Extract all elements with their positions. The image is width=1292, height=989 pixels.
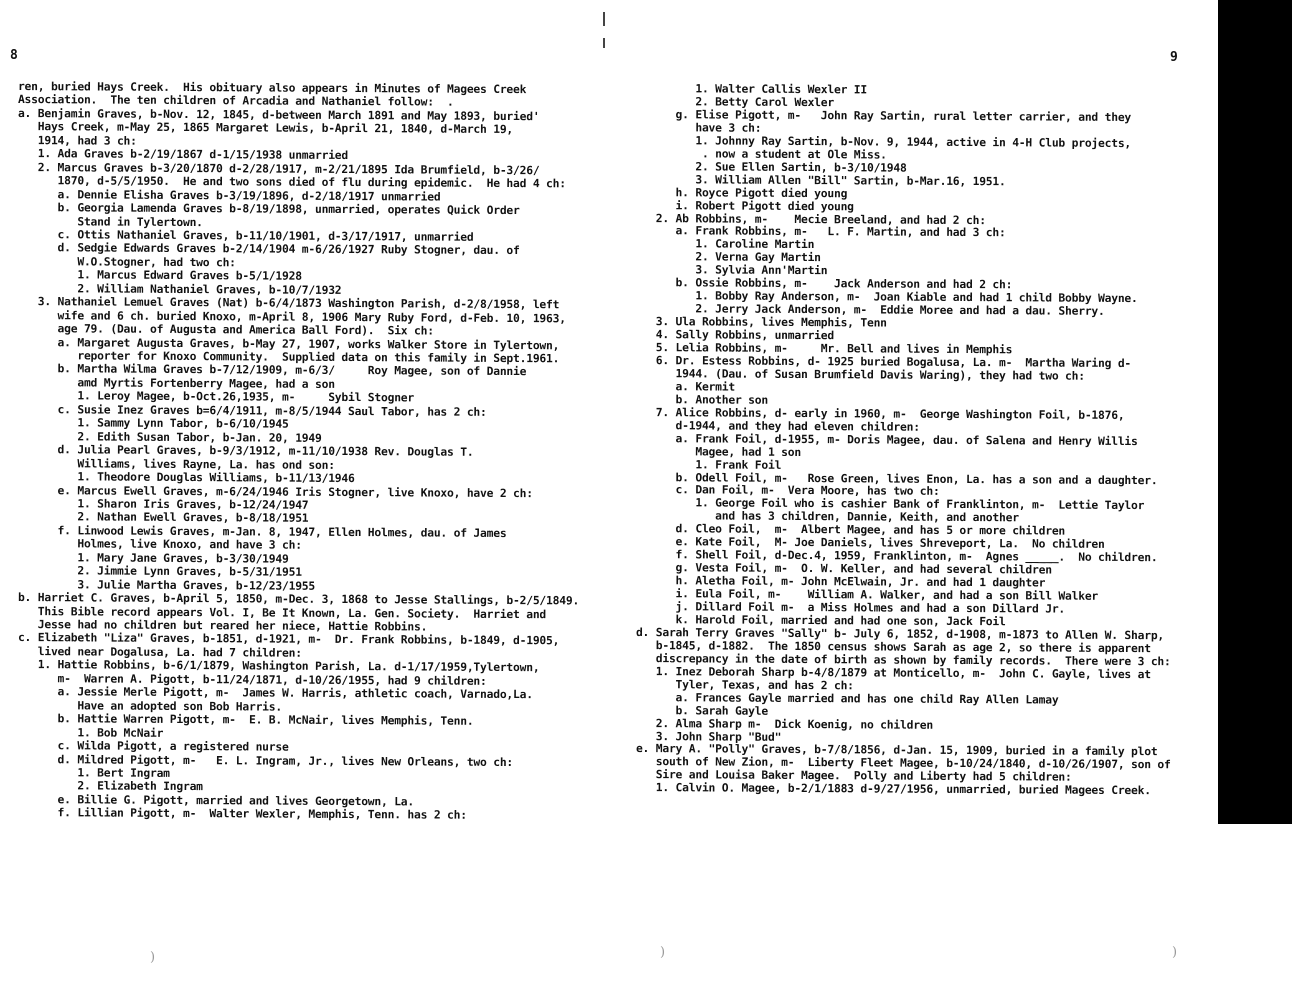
text-line: m- Warren A. Pigott, b-11/24/1871, d-10/26/1955, had 9 children: — [17, 671, 487, 688]
text-line: c. Susie Inez Graves b=6/4/1911, m-8/5/1944 Saul Tabor, has 2 ch: — [17, 402, 487, 419]
text-line: 4. Sally Robbins, unmarried — [635, 328, 835, 343]
text-line: 3. William Allen "Bill" Sartin, b-Mar.16, 1951. — [635, 172, 1006, 188]
text-line: Tyler, Texas, and has 2 ch: — [635, 677, 854, 693]
text-line: 7. Alice Robbins, d- early in 1960, m- George Washington Foil, b-1876, — [635, 405, 1125, 422]
text-line: 3. John Sharp "Bud" — [635, 729, 782, 744]
text-line: 1. Theodore Douglas Williams, b-11/13/1946 — [17, 470, 355, 486]
scan-edge-shadow — [1218, 0, 1292, 824]
text-line: 2. Elizabeth Ingram — [17, 779, 203, 794]
text-line: 1. Inez Deborah Sharp b-4/8/1879 at Monticello, m- John C. Gayle, lives at — [635, 664, 1151, 681]
right-page-number: 9 — [1170, 50, 1178, 65]
text-line: d. Julia Pearl Graves, b-9/3/1912, m-11/10/1938 Rev. Douglas T. — [17, 443, 474, 459]
text-line: 3. Nathaniel Lemuel Graves (Nat) b-6/4/1873 Washington Parish, d-2/8/1958, left — [17, 295, 560, 312]
text-line: b. Harriet C. Graves, b-April 5, 1850, m-Dec. 3, 1868 to Jesse Stallings, b-2/5/1849. — [17, 591, 580, 608]
text-line: 2. Betty Carol Wexler — [635, 94, 835, 110]
text-line: 1. Leroy Magee, b-Oct.26,1935, m- Sybil Stogner — [17, 389, 415, 405]
text-line: lived near Dogalusa, La. had 7 children: — [17, 644, 302, 660]
text-line: b. Sarah Gayle — [635, 703, 769, 718]
text-line: 3. Julie Martha Graves, b-12/23/1955 — [17, 577, 316, 593]
text-line: b. Odell Foil, m- Rose Green, lives Enon, La. has a son and a daughter. — [635, 470, 1158, 487]
left-page-number: 8 — [10, 48, 18, 63]
text-line: 1. Walter Callis Wexler II — [635, 82, 868, 97]
text-line: Magee, had 1 son — [635, 444, 802, 459]
text-line: b. Georgia Lamenda Graves b-8/19/1898, unmarried, operates Quick Order — [17, 201, 520, 218]
text-line: 2. William Nathaniel Graves, b-10/7/1932 — [17, 281, 342, 297]
text-line: e. Billie G. Pigott, married and lives Georgetown, La. — [17, 792, 415, 809]
text-line: 1. Hattie Robbins, b-6/1/1879, Washington Parish, La. d-1/17/1959,Tylertown, — [17, 658, 540, 675]
text-line: f. Lillian Pigott, m- Walter Wexler, Memphis, Tenn. has 2 ch: — [17, 806, 467, 823]
text-line: h. Royce Pigott died young — [635, 185, 848, 200]
text-line: a. Margaret Augusta Graves, b-May 27, 1907, works Walker Store in Tylertown, — [17, 335, 560, 352]
text-line: Association. The ten children of Arcadia and Nathaniel follow: . — [17, 93, 454, 110]
text-line: Sire and Louisa Baker Magee. Polly and Liberty had 5 children: — [635, 768, 1072, 785]
text-line: 2. Ab Robbins, m- Mecie Breeland, and had 2 ch: — [635, 211, 986, 227]
text-line: south of New Zion, m- Liberty Fleet Magee, b-10/24/1840, d-10/26/1907, son of — [635, 755, 1171, 772]
text-line: 2. Jimmie Lynn Graves, b-5/31/1951 — [17, 564, 302, 579]
text-line: ren, buried Hays Creek. His obituary also appears in Minutes of Magees Creek — [17, 80, 527, 97]
text-line: j. Dillard Foil m- a Miss Holmes and had a son Dillard Jr. — [635, 600, 1066, 616]
text-line: 1. Bob McNair — [17, 725, 164, 740]
text-line: g. Vesta Foil, m- O. W. Keller, and had several children — [635, 561, 1052, 577]
text-line: a. Kermit — [635, 379, 736, 394]
text-line: d-1944, and they had eleven children: — [635, 418, 920, 434]
text-line: reporter for Knoxo Community. Supplied data on this family in Sept.1961. — [17, 349, 560, 366]
text-line: e. Mary A. "Polly" Graves, b-7/8/1856, d-Jan. 15, 1909, buried in a family plot — [635, 742, 1158, 759]
text-line: 2. Edith Susan Tabor, b-Jan. 20, 1949 — [17, 429, 322, 445]
text-line: h. Aletha Foil, m- John McElwain, Jr. and had 1 daughter — [635, 574, 1046, 590]
text-line: amd Myrtis Fortenberry Magee, had a son — [17, 375, 335, 391]
text-line: Jesse had no children but reared her niece, Hattie Robbins. — [17, 618, 428, 634]
text-line: f. Linwood Lewis Graves, m-Jan. 8, 1947, Ellen Holmes, dau. of James — [17, 523, 507, 540]
text-line: 1. Ada Graves b-2/19/1867 d-1/15/1938 unmarried — [17, 147, 349, 163]
gutter-mark — [603, 38, 605, 48]
text-line: have 3 ch: — [635, 120, 762, 135]
text-line: 1. Johnny Ray Sartin, b-Nov. 9, 1944, active in 4-H Club projects, — [635, 133, 1132, 150]
text-line: c. Wilda Pigott, a registered nurse — [17, 739, 289, 754]
text-line: age 79. (Dau. of Augusta and America Ball Ford). Six ch: — [17, 322, 434, 338]
text-line: discrepancy in the date of birth as shown by family records. There were 3 ch: — [635, 651, 1171, 669]
text-line: c. Dan Foil, m- Vera Moore, has two ch: — [635, 483, 940, 499]
text-line: d. Sarah Terry Graves "Sally" b- July 6, 1852, d-1908, m-1873 to Allen W. Sharp, — [635, 625, 1165, 643]
text-line: W.O.Stogner, had two ch: — [17, 254, 236, 270]
text-line: d. Sedgie Edwards Graves b-2/14/1904 m-6/26/1927 Ruby Stogner, dau. of — [17, 241, 520, 258]
text-line: 1. Sammy Lynn Tabor, b-6/10/1945 — [17, 416, 289, 431]
text-line: This Bible record appears Vol. I, Be It Known, La. Gen. Society. Harriet and — [17, 604, 547, 621]
text-line: a. Frances Gayle married and has one child Ray Allen Lamay — [635, 690, 1059, 707]
text-line: e. Marcus Ewell Graves, m-6/24/1946 Iris Stogner, live Knoxo, have 2 ch: — [17, 483, 533, 500]
text-line: 2. Marcus Graves b-3/20/1870 d-2/28/1917, m-2/21/1895 Ida Brumfield, b-3/26/ — [17, 160, 540, 177]
text-line: 1. Calvin O. Magee, b-2/1/1883 d-9/27/1956, unmarried, buried Magees Creek. — [635, 781, 1151, 798]
text-line: 3. Ula Robbins, lives Memphis, Tenn — [635, 315, 887, 330]
text-line: Holmes, live Knoxo, and have 3 ch: — [17, 537, 302, 553]
text-line: 1. Marcus Edward Graves b-5/1/1928 — [17, 268, 302, 284]
page-curl-mark: ) — [150, 950, 156, 965]
text-line: 1. George Foil who is cashier Bank of Franklinton, m- Lettie Taylor — [635, 496, 1145, 513]
text-line: Have an adopted son Bob Harris. — [17, 698, 283, 714]
page-curl-mark: ) — [1172, 945, 1178, 960]
text-line: 1. Bobby Ray Anderson, m- Joan Kiable and had 1 child Bobby Wayne. — [635, 289, 1138, 306]
text-line: 2. Nathan Ewell Graves, b-8/18/1951 — [17, 510, 309, 526]
text-line: 1. Sharon Iris Graves, b-12/24/1947 — [17, 496, 309, 512]
text-line: 2. Verna Gay Martin — [635, 250, 821, 265]
text-line: 3. Sylvia Ann'Martin — [635, 263, 828, 278]
text-line: 5. Lelia Robbins, m- Mr. Bell and lives in Memphis — [635, 341, 1013, 357]
text-line: e. Kate Foil, M- Joe Daniels, lives Shreveport, La. No children — [635, 535, 1105, 552]
text-line: Stand in Tylertown. — [17, 214, 203, 229]
text-line: 1870, d-5/5/1950. He and two sons died of flu during epidemic. He had 4 ch: — [17, 174, 566, 191]
text-line: 1. Mary Jane Graves, b-3/30/1949 — [17, 550, 289, 566]
text-line: b. Another son — [635, 392, 769, 407]
text-line: 1. Frank Foil — [635, 457, 782, 472]
text-line: 1. Caroline Martin — [635, 237, 815, 252]
text-line: a. Frank Robbins, m- L. F. Martin, and had 3 ch: — [635, 224, 1006, 240]
text-line: 2. Sue Ellen Sartin, b-3/10/1948 — [635, 159, 907, 175]
text-line: 6. Dr. Estess Robbins, d- 1925 buried Bogalusa, La. m- Martha Waring d- — [635, 353, 1132, 370]
text-line: a. Frank Foil, d-1955, m- Doris Magee, dau. of Salena and Henry Willis — [635, 431, 1138, 448]
text-line: . now a student at Ole Miss. — [635, 146, 887, 162]
text-line: Hays Creek, m-May 25, 1865 Margaret Lewis, b-April 21, 1840, d-March 19, — [17, 120, 514, 137]
text-line: b. Hattie Warren Pigott, m- E. B. McNair, lives Memphis, Tenn. — [17, 712, 474, 728]
text-line: b-1845, d-1882. The 1850 census shows Sarah as age 2, so there is apparent — [635, 638, 1151, 655]
text-line: c. Elizabeth "Liza" Graves, b-1851, d-1921, m- Dr. Frank Robbins, b-1849, d-1905, — [17, 631, 560, 648]
text-line: a. Jessie Merle Pigott, m- James W. Harris, athletic coach, Varnado,La. — [17, 685, 533, 702]
text-line: 2. Alma Sharp m- Dick Koenig, no children — [635, 716, 934, 732]
text-line: 1. Bert Ingram — [17, 765, 170, 780]
text-line: b. Martha Wilma Graves b-7/12/1909, m-6/3/ Roy Magee, son of Dannie — [17, 362, 527, 379]
text-line: a. Benjamin Graves, b-Nov. 12, 1845, d-between March 1891 and May 1893, buried' — [17, 106, 540, 124]
text-line: wife and 6 ch. buried Knoxo, m-April 8, 1906 Mary Ruby Ford, d-Feb. 10, 1963, — [17, 308, 566, 325]
text-line: 1944. (Dau. of Susan Brumfield Davis Waring), they had two ch: — [635, 366, 1085, 383]
text-line: i. Robert Pigott died young — [635, 198, 854, 213]
text-line: 1914, had 3 ch: — [17, 133, 137, 148]
text-line: d. Mildred Pigott, m- E. L. Ingram, Jr., lives New Orleans, two ch: — [17, 752, 514, 769]
text-line: i. Eula Foil, m- William A. Walker, and had a son Bill Walker — [635, 587, 1099, 603]
text-line: 2. Jerry Jack Anderson, m- Eddie Moree and had a dau. Sherry. — [635, 302, 1105, 319]
text-line: d. Cleo Foil, m- Albert Magee, and has 5 or more children — [635, 522, 1066, 538]
text-line: c. Ottis Nathaniel Graves, b-11/10/1901, d-3/17/1917, unmarried — [17, 227, 474, 244]
page-curl-mark: ) — [660, 945, 666, 960]
text-line: g. Elise Pigott, m- John Ray Sartin, rural letter carrier, and they — [635, 107, 1132, 124]
text-line: k. Harold Foil, married and had one son, Jack Foil — [635, 612, 1006, 629]
text-line: a. Dennie Elisha Graves b-3/19/1896, d-2/18/1917 unmarried — [17, 187, 441, 204]
text-line: and has 3 children, Dannie, Keith, and another — [635, 509, 1019, 525]
text-line: Williams, lives Rayne, La. has ond son: — [17, 456, 335, 472]
text-line: f. Shell Foil, d-Dec.4, 1959, Franklinton, m- Agnes _____. No children. — [635, 548, 1158, 565]
gutter-mark — [603, 12, 605, 26]
text-line: b. Ossie Robbins, m- Jack Anderson and had 2 ch: — [635, 276, 1013, 292]
